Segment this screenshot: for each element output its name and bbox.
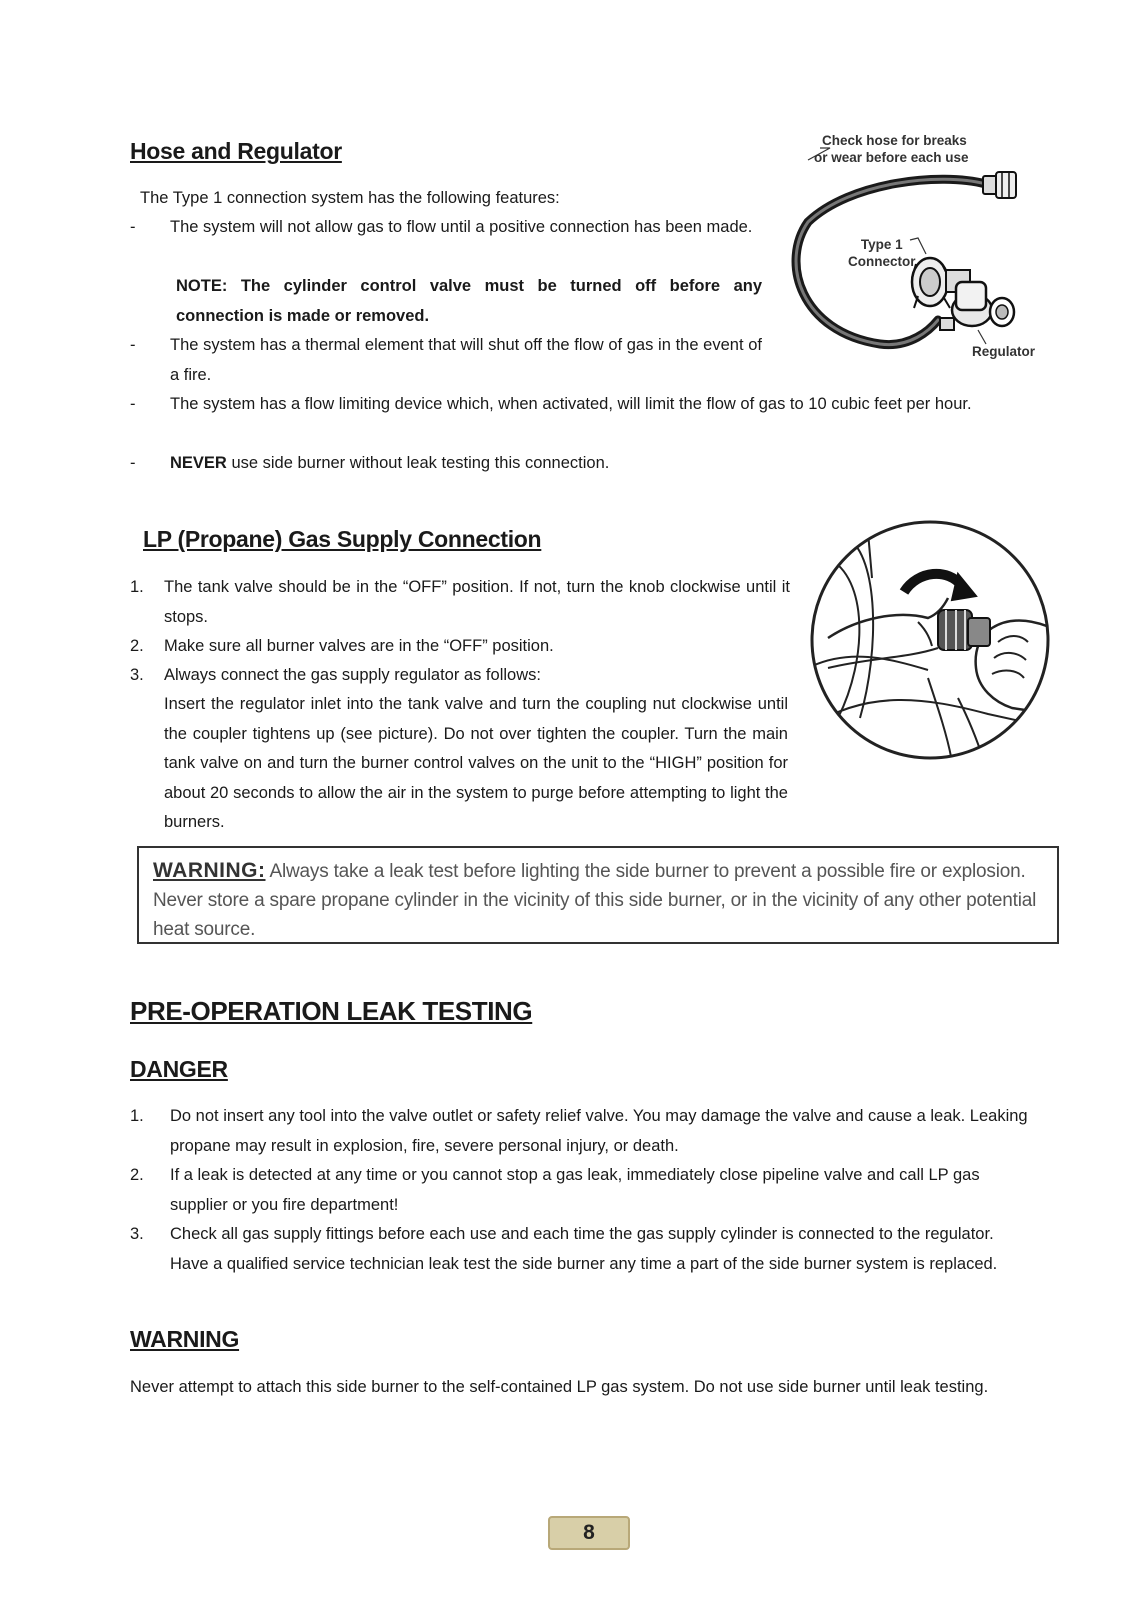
callout-line: Check hose for breaks [822,133,967,148]
never-emphasis: NEVER [170,454,227,472]
danger-heading: DANGER [130,1056,228,1082]
bullet-text: The system has a flow limiting device which, when activated, will limit the flow of gas to 10 cubic feet per hour. [170,395,972,413]
item-text: The tank valve should be in the “OFF” position. If not, turn the knob clockwise until it stops. [164,578,790,626]
page-number: 8 [548,1516,630,1550]
bullet-marker: - [130,454,136,472]
hose-regulator-illustration [790,132,1060,372]
callout-line: Connector [848,254,916,269]
item-number: 3. [130,666,144,684]
callout-line: or wear before each use [814,150,969,165]
warning-heading: WARNING [130,1326,240,1352]
item-number: 3. [130,1225,144,1243]
item-text: If a leak is detected at any time or you cannot stop a gas leak, immediately close pipeline valve and call LP gas supplier or you fire department! [170,1166,980,1214]
item-number: 1. [130,578,144,596]
callout-regulator: Regulator [972,344,1036,359]
item-text: Check all gas supply fittings before each use and each time the gas supply cylinder is connected to the regulator. Have a qualified service technician leak test the side burner any time a part of the side burner system is replaced. [170,1225,998,1273]
warning-text: Always take a leak test before lighting the side burner to prevent a possible fire or explosion. Never store a spare propane cylinder in the vicinity of this side burner, or in the vicinity of any other potential heat source. [153,861,1037,940]
item-text: Do not insert any tool into the valve outlet or safety relief valve. You may damage the valve and cause a leak. Leaking propane may result in explosion, fire, severe personal injury, or death. [170,1107,1028,1155]
hose-bullet-3 [130,390,1050,450]
bullet-marker: - [130,218,136,236]
lp-gas-heading: LP (Propane) Gas Supply Connection [143,526,542,552]
warning-label: WARNING: [153,859,266,882]
tank-valve-figure [808,518,1052,762]
coupling-nut-illustration [808,518,1052,762]
lp-item-1 [130,573,790,633]
hose-intro: The Type 1 connection system has the following features: [140,189,560,207]
bullet-marker: - [130,336,136,354]
hose-bullet-1 [130,213,762,273]
hose-regulator-figure [790,132,1060,372]
hose-note: NOTE: The cylinder control valve must be turned off before any connection is made or removed. [176,277,762,325]
leak-testing-heading: PRE-OPERATION LEAK TESTING [130,996,533,1026]
warning-box [137,846,1059,944]
item-number: 2. [130,1166,144,1184]
bullet-rest: use side burner without leak testing this connection. [226,454,610,472]
bullet-marker: - [130,395,136,413]
item-number: 2. [130,637,144,655]
callout-check-hose [814,132,969,166]
item-text: Make sure all burner valves are in the “OFF” position. [164,637,554,655]
hose-bullet-2 [130,331,762,391]
item-number: 1. [130,1107,144,1125]
detail-text: Insert the regulator inlet into the tank valve and turn the coupling nut clockwise until the coupler tightens up (see picture). Do not over tighten the coupler. Turn the main tank valve on and turn the burner control valves on the unit to the “HIGH” position for about 20 seconds to allow the air in the system to purge before attempting to light the burners. [164,695,788,831]
callout-line: Type 1 [860,237,903,252]
warning-paragraph: Never attempt to attach this side burner to the self-contained LP gas system. Do not use side burner until leak testing. [130,1378,989,1396]
hose-regulator-heading: Hose and Regulator [130,138,342,164]
item-text: Always connect the gas supply regulator as follows: [164,666,541,684]
bullet-text: The system has a thermal element that will shut off the flow of gas in the event of a fire. [170,336,762,384]
bullet-text [170,449,609,479]
bullet-text: The system will not allow gas to flow until a positive connection has been made. [170,218,753,236]
callout-type1-connector [848,236,916,270]
